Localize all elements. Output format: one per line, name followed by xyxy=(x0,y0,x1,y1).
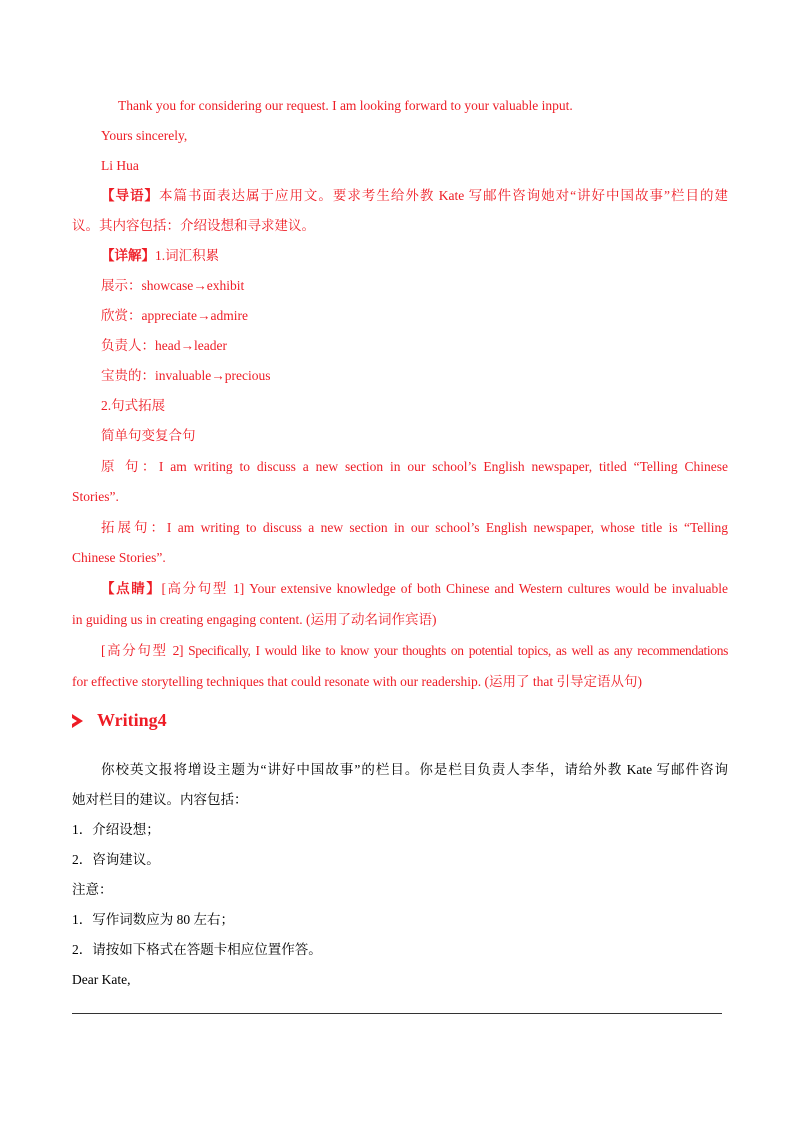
note-item: 2．请按如下格式在答题卡相应位置作答。 xyxy=(72,942,322,957)
answer-line xyxy=(72,1013,722,1014)
letter-signoff: Yours sincerely, xyxy=(101,128,188,143)
guide-text-line1: 本篇书面表达属于应用文。要求考生给外教 Kate 写邮件咨询她对“讲好中国故事”栏目的建 xyxy=(158,188,729,203)
original-sentence-line2: Stories”. xyxy=(72,489,119,504)
extended-sentence-line1: 拓展句：I am writing to discuss a new section in our school’s English newspaper, whose title is “Telling xyxy=(101,520,728,535)
highlight-sentence2-line1: [高分句型 2] Specifically, I would like to know your thoughts on potential topics, as well as any recommendations xyxy=(101,643,728,658)
vocab-heading: 1.词汇积累 xyxy=(155,248,220,263)
note-item: 1．写作词数应为 80 左右； xyxy=(72,912,234,927)
highlight-sentence2-line2: for effective storytelling techniques that could resonate with our readership. (运用了 that 引导定语从句) xyxy=(72,674,642,689)
task-item: 2．咨询建议。 xyxy=(72,852,160,867)
sentence-heading: 2.句式拓展 xyxy=(101,398,166,413)
vocab-item: 宝贵的：invaluable→precious xyxy=(101,368,271,383)
sentence-subheading: 简单句变复合句 xyxy=(101,428,196,443)
extended-sentence-line2: Chinese Stories”. xyxy=(72,550,166,565)
vocab-item: 展示：showcase→exhibit xyxy=(101,278,245,293)
highlight-sentence1-line2: in guiding us in creating engaging content. (运用了动名词作宾语) xyxy=(72,612,437,627)
highlight-tag: 【点睛】 xyxy=(101,581,162,596)
original-sentence-line1: 原 句：I am writing to discuss a new section in our school’s English newspaper, titled “Telling Chinese xyxy=(101,459,728,474)
guide-text-line2: 议。其内容包括：介绍设想和寻求建议。 xyxy=(72,218,315,233)
detail-tag: 【详解】 xyxy=(101,248,155,263)
task-item: 1．介绍设想； xyxy=(72,822,160,837)
highlight-line1 xyxy=(101,580,728,598)
section-title: Writing4 xyxy=(97,710,167,730)
note-label: 注意： xyxy=(72,882,113,897)
vocab-item: 欣赏：appreciate→admire xyxy=(101,308,248,323)
section-heading xyxy=(72,710,167,731)
letter-name: Li Hua xyxy=(101,158,139,173)
detail-heading-line xyxy=(101,247,728,265)
guide-paragraph-line1 xyxy=(101,187,728,205)
salutation: Dear Kate, xyxy=(72,972,131,987)
task-line1: 你校英文报将增设主题为“讲好中国故事”的栏目。你是栏目负责人李华，请给外教 Kate 写邮件咨询 xyxy=(101,762,728,777)
vocab-item: 负责人：head→leader xyxy=(101,338,227,353)
task-line2: 她对栏目的建议。内容包括： xyxy=(72,792,248,807)
highlight-sentence1-line1: [高分句型 1] Your extensive knowledge of both Chinese and Western cultures would be invaluable xyxy=(161,581,729,596)
arrow-bullet-icon xyxy=(72,714,83,728)
guide-tag: 【导语】 xyxy=(101,188,159,203)
letter-closing-line: Thank you for considering our request. I am looking forward to your valuable input. xyxy=(118,98,573,113)
